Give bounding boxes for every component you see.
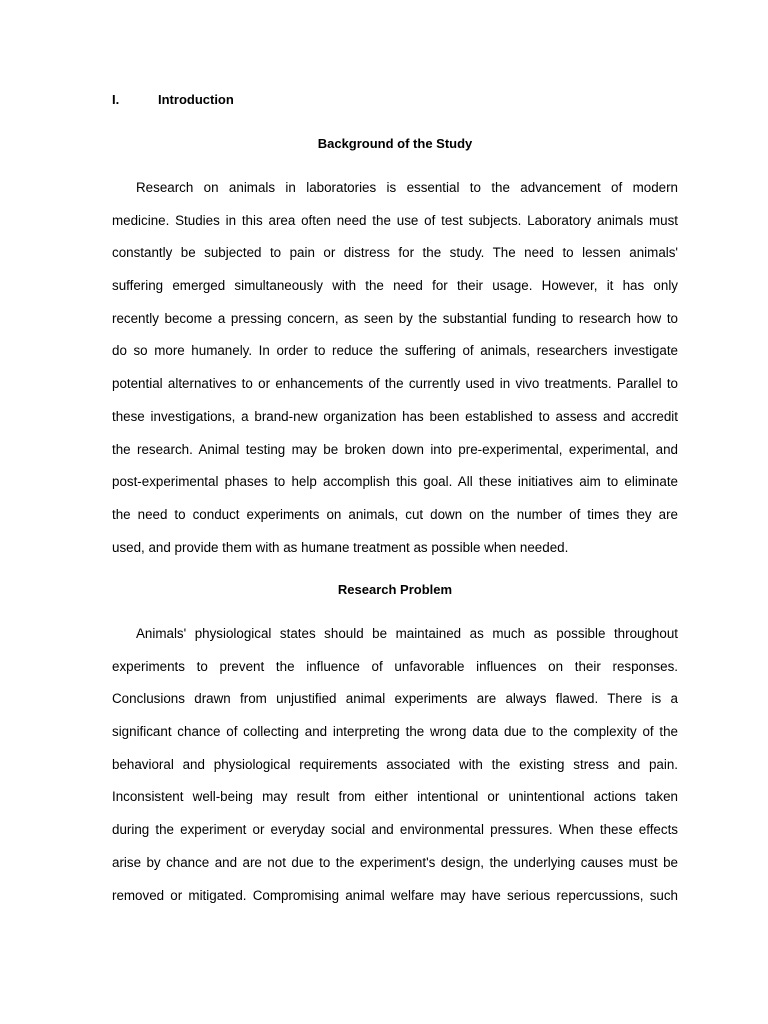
paragraph-line: medicine. Studies in this area often need the use of test subjects. Laboratory animals must (112, 212, 678, 228)
paragraph-line: recently become a pressing concern, as seen by the substantial funding to research how to (112, 310, 678, 326)
paragraph-line: Research on animals in laboratories is essential to the advancement of modern (136, 180, 678, 195)
chapter-title: Introduction (158, 92, 234, 107)
paragraph-line: potential alternatives to or enhancements of the currently used in vivo treatments. Parallel to (112, 376, 678, 392)
paragraph-background (112, 180, 678, 572)
paragraph-line: the need to conduct experiments on animals, cut down on the number of times they are (112, 506, 678, 522)
paragraph-line: significant chance of collecting and interpreting the wrong data due to the complexity of the (112, 724, 678, 740)
chapter-heading (112, 92, 234, 107)
paragraph-line: Inconsistent well-being may result from either intentional or unintentional actions taken (112, 789, 678, 805)
paragraph-line: these investigations, a brand-new organization has been established to assess and accredit (112, 408, 678, 424)
paragraph-line: Animals' physiological states should be maintained as much as possible throughout (136, 626, 678, 641)
paragraph-line: the research. Animal testing may be broken down into pre-experimental, experimental, and (112, 441, 678, 457)
paragraph-line: behavioral and physiological requirements associated with the existing stress and pain. (112, 756, 678, 772)
paragraph-line: arise by chance and are not due to the experiment's design, the underlying causes must be (112, 854, 678, 870)
section-title-research-problem: Research Problem (337, 582, 453, 597)
paragraph-line: constantly be subjected to pain or distress for the study. The need to lessen animals' (112, 245, 678, 261)
chapter-number: I. (112, 92, 120, 107)
paragraph-line: do so more humanely. In order to reduce the suffering of animals, researchers investigate (112, 343, 678, 359)
paragraph-line: Conclusions drawn from unjustified animal experiments are always flawed. There is a (112, 691, 678, 707)
paragraph-research-problem (112, 626, 678, 920)
paragraph-line: experiments to prevent the influence of unfavorable influences on their responses. (112, 658, 678, 674)
paragraph-line: used, and provide them with as humane treatment as possible when needed. (112, 539, 569, 555)
paragraph-line: post-experimental phases to help accomplish this goal. All these initiatives aim to eliminate (112, 474, 678, 490)
section-title-background: Background of the Study (317, 136, 473, 151)
paragraph-line: during the experiment or everyday social and environmental pressures. When these effects (112, 822, 678, 838)
paragraph-line: suffering emerged simultaneously with the need for their usage. However, it has only (112, 278, 678, 294)
paragraph-line: removed or mitigated. Compromising animal welfare may have serious repercussions, such (112, 887, 678, 903)
